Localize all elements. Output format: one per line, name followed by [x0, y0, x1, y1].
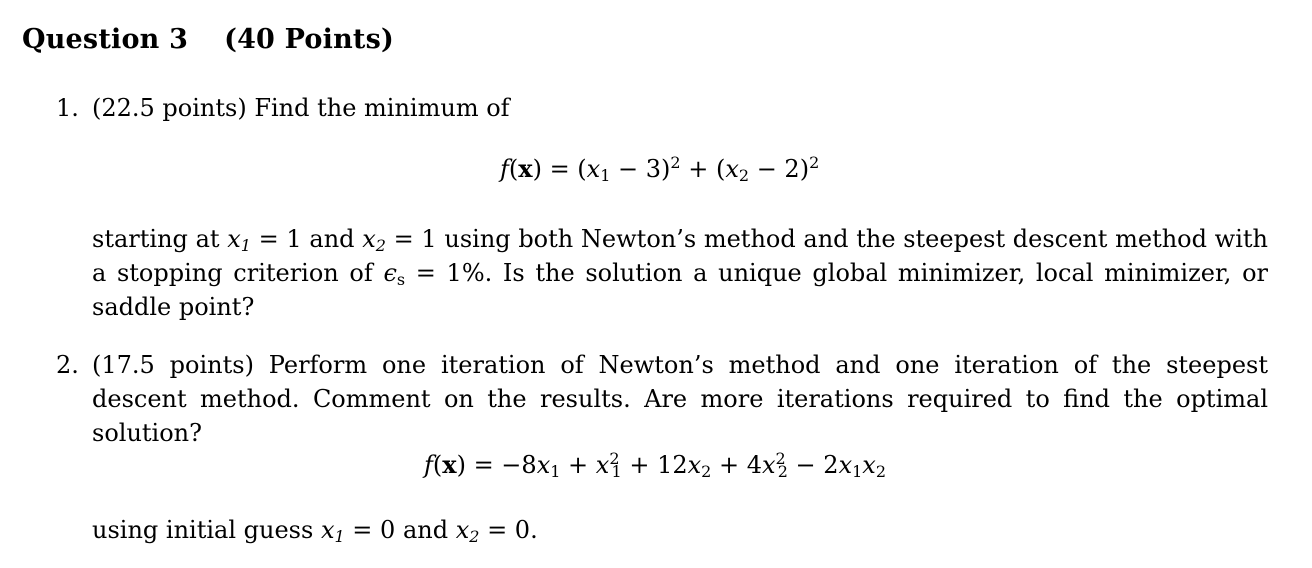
part-2-closing: using initial guess $x_1 = 0$ and $x_2 = 0$. — [92, 516, 538, 546]
variable-x1: $x_1$ — [227, 225, 251, 255]
part-number: 2. — [56, 351, 79, 379]
question-part-1-text — [56, 222, 1268, 324]
equation-1: $f(x) = (x_1 - 3)^2 + (x_2 - 2)^2$ — [500, 153, 820, 185]
question-label: Question 3 — [22, 24, 189, 55]
variable-x2: $x_2$ — [362, 225, 386, 255]
epsilon-symbol: $\epsilon_s$ — [383, 259, 406, 289]
question-part-2-text — [56, 513, 1268, 547]
variable-x1: $x_1$ — [320, 516, 345, 546]
variable-x2: $x_2$ — [455, 516, 480, 546]
equation-2: $f(x) = -8x_1 + x^2_1 + 12x_2 + 4x^2_2 - 2x_1x_2$ — [424, 449, 887, 481]
points-label: (40 Points) — [224, 24, 394, 55]
question-part-2 — [56, 348, 1268, 450]
part-1-lead: (22.5 points) Find the minimum of — [92, 94, 510, 122]
question-part-1 — [56, 91, 1268, 125]
part-1-paragraph: starting at $x_1 = 1$ and $x_2 = 1$ using both Newton’s method and the steepest descent method with a stopping criterion of $\epsilon_s = 1\%$. Is the solution a unique global minimizer, local minimizer, or saddle point? — [92, 225, 1268, 321]
part-2-paragraph: (17.5 points) Perform one iteration of Newton’s method and one iteration of the steepest descent method. Comment on the results. Are more iterations required to find the optimal solution? — [92, 351, 1268, 447]
part-number: 1. — [56, 94, 79, 122]
question-heading — [22, 24, 394, 55]
